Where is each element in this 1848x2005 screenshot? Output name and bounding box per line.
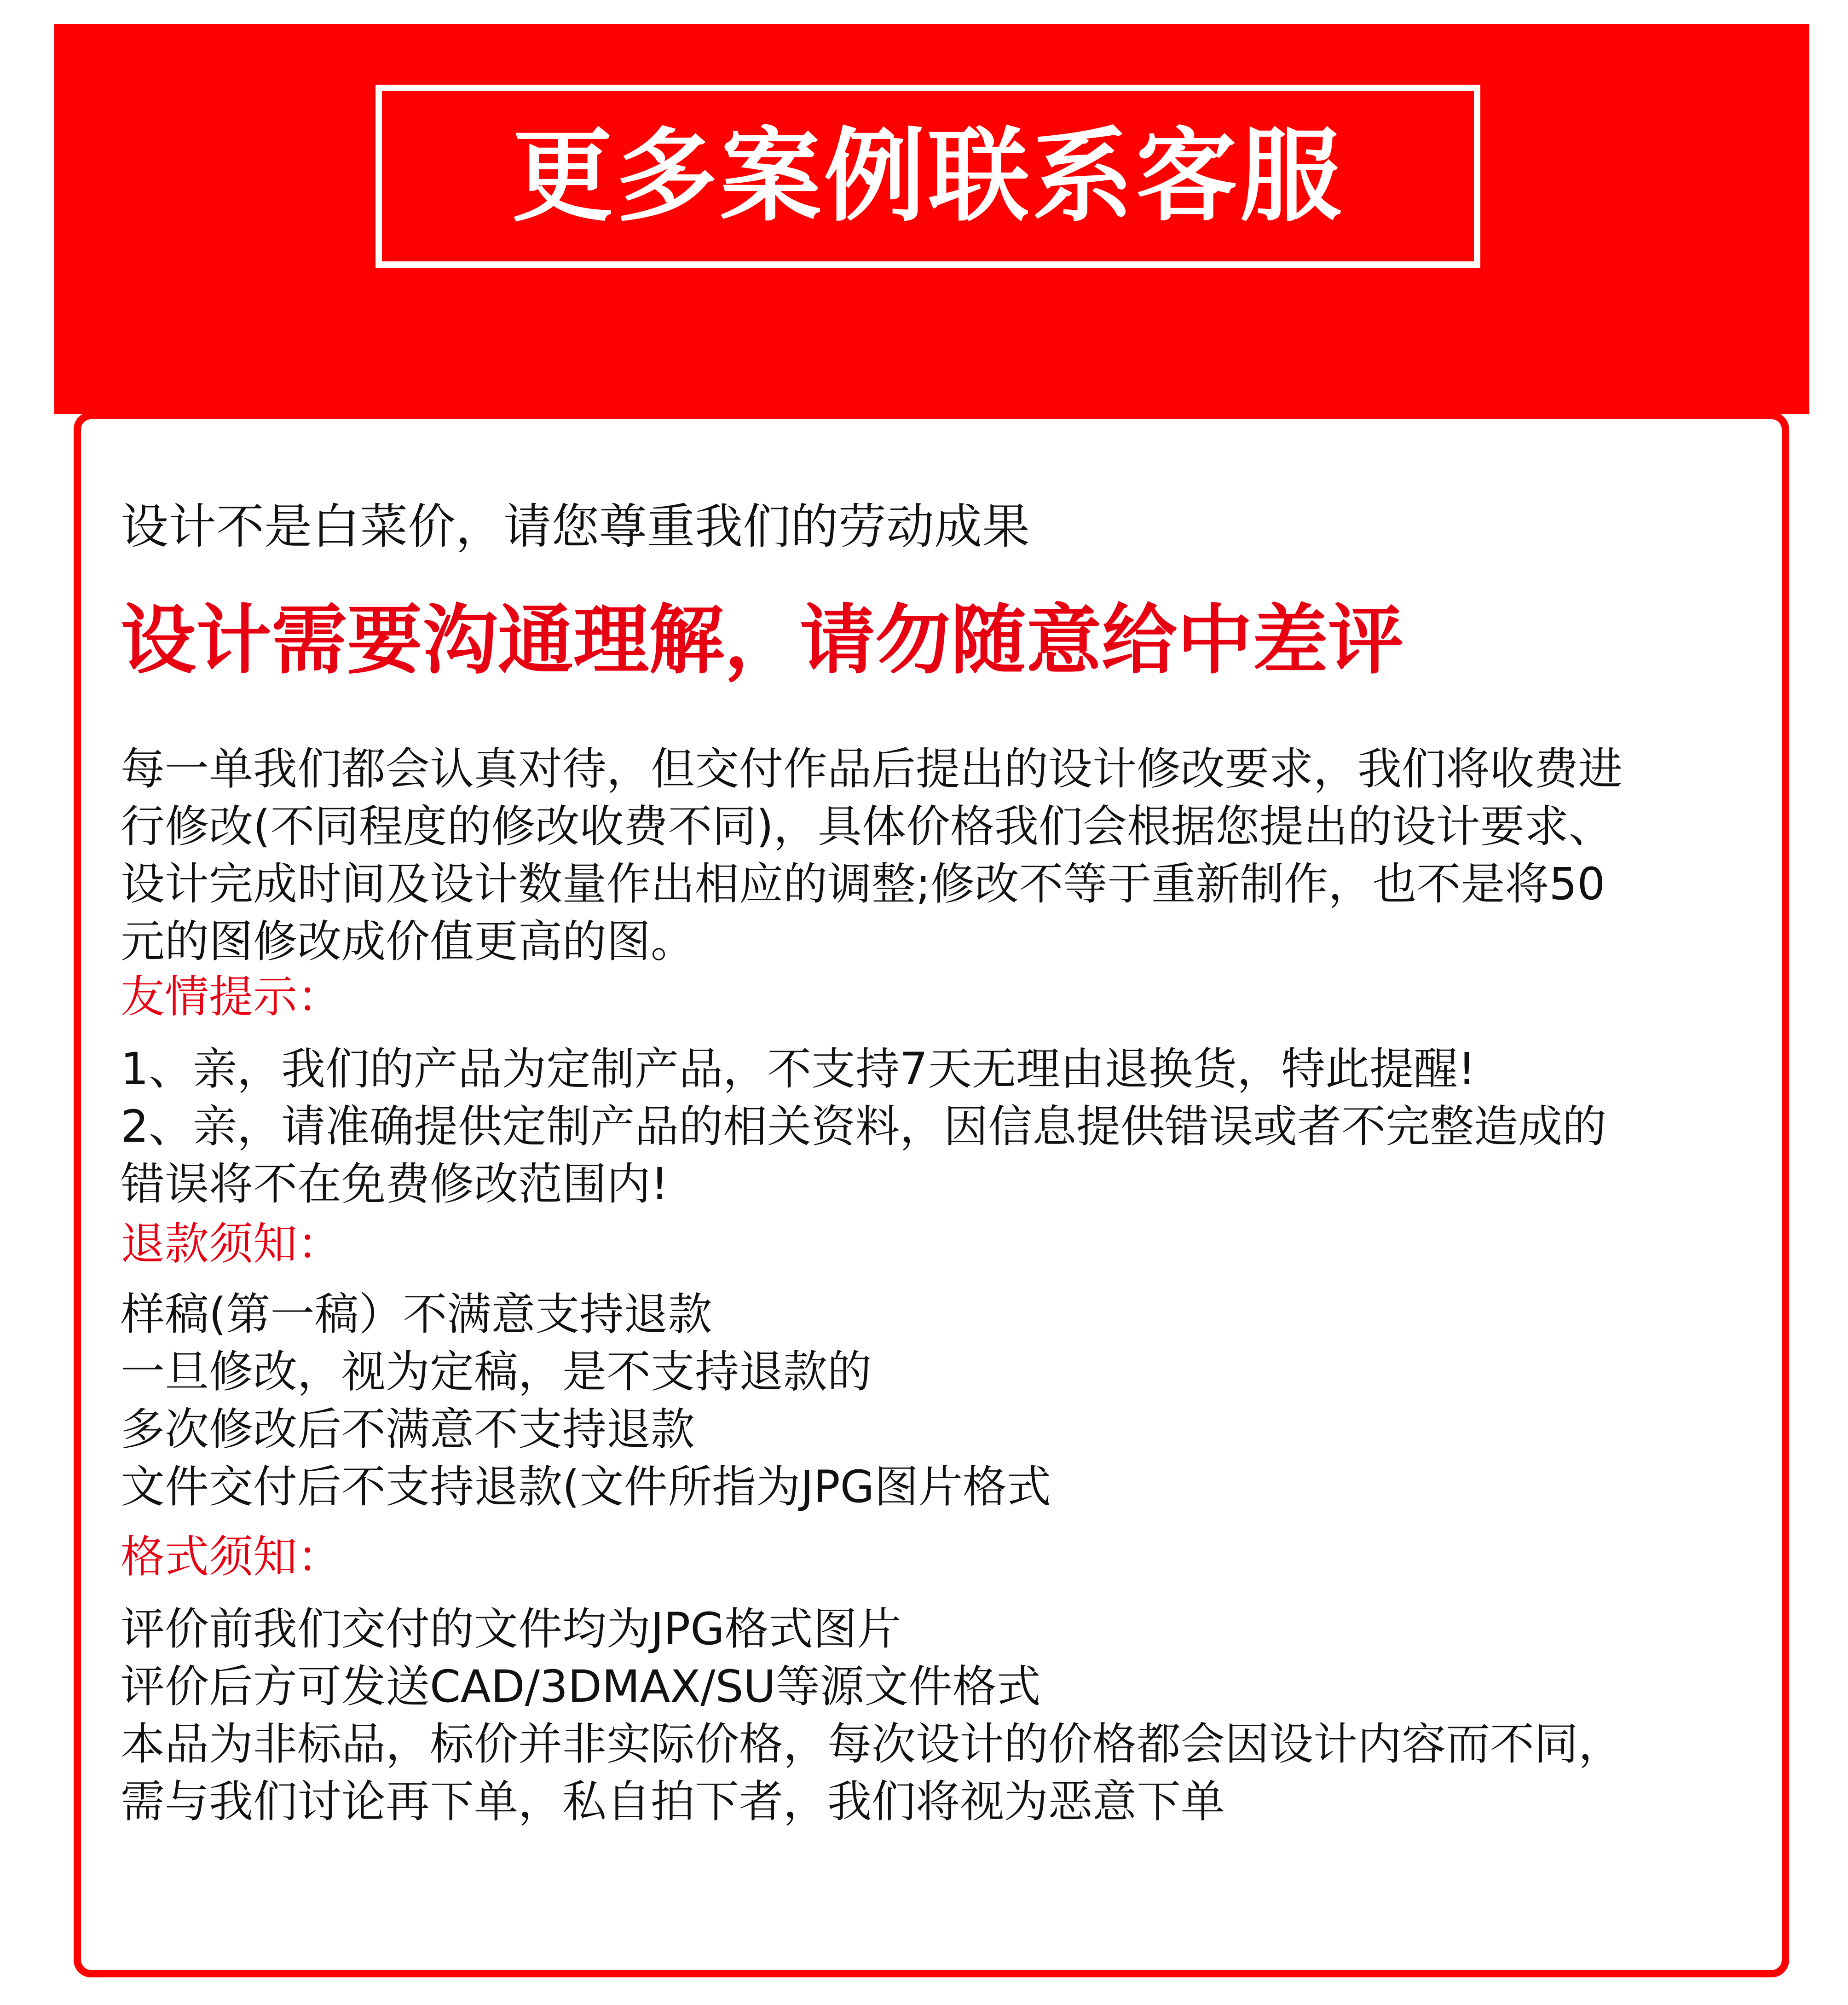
- format-line: 评价后方可发送CAD/3DMAX/SU等源文件格式: [121, 1661, 1041, 1712]
- header-title: 更多案例联系客服: [512, 117, 1344, 235]
- slogan-line: 设计需要沟通理解，请勿随意给中差评: [121, 596, 1404, 684]
- refund-line: 一旦修改，视为定稿，是不支持退款的: [121, 1346, 872, 1398]
- refund-heading: 退款须知：: [121, 1218, 341, 1270]
- paragraph-line: 每一单我们都会认真对待，但交付作品后提出的设计修改要求，我们将收费进: [121, 743, 1623, 795]
- refund-line: 样稿(第一稿）不满意支持退款: [121, 1289, 712, 1340]
- header-title-frame: [375, 85, 1480, 268]
- paragraph-line: 元的图修改成价值更高的图。: [121, 916, 695, 967]
- format-line: 评价前我们交付的文件均为JPG格式图片: [121, 1603, 901, 1655]
- tips-line: 2、亲，请准确提供定制产品的相关资料，因信息提供错误或者不完整造成的: [121, 1101, 1607, 1152]
- tips-line: 错误将不在免费修改范围内!: [121, 1158, 669, 1210]
- tips-line: 1、亲，我们的产品为定制产品，不支持7天无理由退换货，特此提醒!: [121, 1043, 1476, 1095]
- format-heading: 格式须知：: [121, 1531, 341, 1583]
- paragraph-line: 设计完成时间及设计数量作出相应的调整;修改不等于重新制作，也不是将50: [121, 858, 1605, 910]
- tips-heading: 友情提示：: [121, 971, 341, 1023]
- refund-line: 文件交付后不支持退款(文件所指为JPG图片格式: [121, 1461, 1051, 1513]
- format-line: 本品为非标品，标价并非实际价格，每次设计的价格都会因设计内容而不同，: [121, 1718, 1623, 1770]
- refund-line: 多次修改后不满意不支持退款: [121, 1404, 695, 1455]
- intro-line: 设计不是白菜价，请您尊重我们的劳动成果: [121, 498, 1030, 555]
- paragraph-line: 行修改(不同程度的修改收费不同)，具体价格我们会根据您提出的设计要求、: [121, 801, 1613, 852]
- format-line: 需与我们讨论再下单，私自拍下者，我们将视为恶意下单: [121, 1776, 1225, 1827]
